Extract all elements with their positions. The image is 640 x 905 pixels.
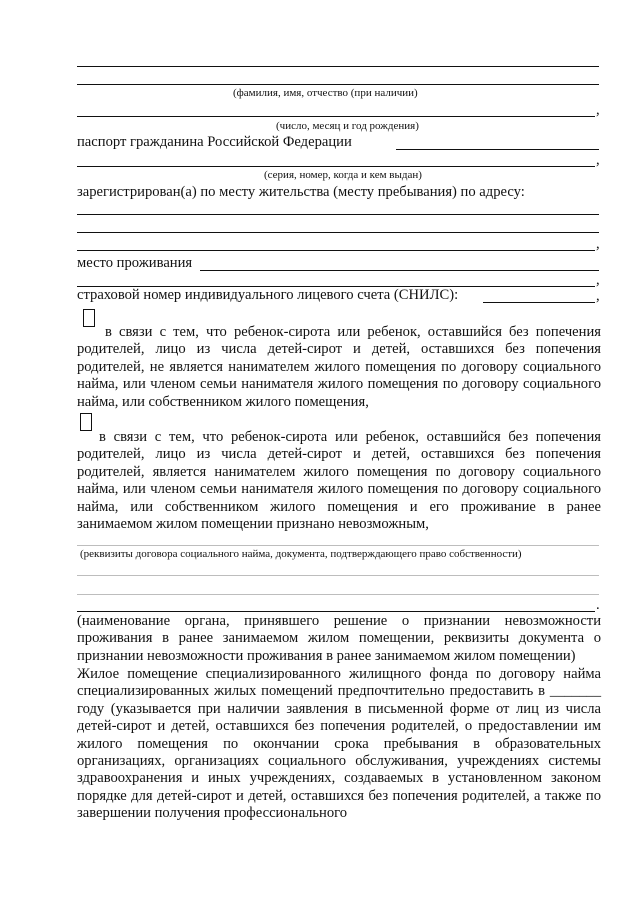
authority-caption: (наименование органа, принявшего решение о признании невозможности проживания в ранее занимаемом жилом помещении, реквизиты документа о признании невозможности проживания в ранее занимаемом жилом помещении) xyxy=(77,613,601,664)
comma: , xyxy=(596,152,600,168)
registration-label: зарегистрирован(а) по месту жительства (месту пребывания) по адресу: xyxy=(77,184,525,200)
passport-line-1[interactable] xyxy=(396,149,599,150)
requisites-line-3[interactable] xyxy=(77,594,599,595)
comma: , xyxy=(596,236,600,252)
caption-birth-date: (число, месяц и год рождения) xyxy=(276,120,419,132)
snils-label: страховой номер индивидуального лицевого счета (СНИЛС): xyxy=(77,287,459,303)
requisites-line-1[interactable] xyxy=(77,545,599,546)
registration-line-2[interactable] xyxy=(77,232,599,233)
period: . xyxy=(596,597,600,613)
passport-line-2[interactable] xyxy=(77,166,595,167)
comma: , xyxy=(596,288,600,304)
residence-label: место проживания xyxy=(77,255,193,271)
comma: , xyxy=(596,102,600,118)
housing-preference-text: Жилое помещение специализированного жилищного фонда по договору найма специализированных жилых помещений предпочтительно предоставить в _______ году (указывается при наличии заявления в письменной форме от лиц из числа детей-сирот и детей, оставшихся без попечения родителей, о предоставлении им жилого помещения по окончании срока пребывания в образовательных организациях, организациях социального обслуживания, учреждениях системы здравоохранения и иных учреждениях, создаваемых в установленном законом порядке для детей-сирот и детей, оставшихся без попечения родителей, а также по завершении получения профессионального xyxy=(77,666,601,822)
authority-line[interactable] xyxy=(77,611,595,612)
comma: , xyxy=(596,272,600,288)
registration-line-1[interactable] xyxy=(77,214,599,215)
snils-line[interactable] xyxy=(483,302,595,303)
residence-line-1[interactable] xyxy=(200,270,599,271)
caption-requisites: (реквизиты договора социального найма, документа, подтверждающего право собственности) xyxy=(80,548,522,560)
requisites-line-2[interactable] xyxy=(77,575,599,576)
option2-text: в связи с тем, что ребенок-сирота или ребенок, оставшийся без попечения родителей, лицо из числа детей-сирот и детей, оставшихся без попечения родителей, является нанимателем жилого помещения по договору социального найма, или членом семьи нанимателя жилого помещения по договору социального найма, или собственником жилого помещения и его проживание в ранее занимаемом жилом помещении признано невозможным, xyxy=(77,429,601,533)
passport-label: паспорт гражданина Российской Федерации xyxy=(77,134,352,150)
fio-line-1[interactable] xyxy=(77,66,599,67)
caption-fio: (фамилия, имя, отчество (при наличии) xyxy=(233,87,418,99)
birth-date-line[interactable] xyxy=(77,116,595,117)
fio-line-2[interactable] xyxy=(77,84,599,85)
registration-line-3[interactable] xyxy=(77,250,595,251)
option1-text: в связи с тем, что ребенок-сирота или ребенок, оставшийся без попечения родителей, лицо из числа детей-сирот и детей, оставшихся без попечения родителей, не является нанимателем жилого помещения по договору социального найма, или членом семьи нанимателя жилого помещения по договору социального найма, или собственником жилого помещения, xyxy=(77,324,601,410)
caption-passport: (серия, номер, когда и кем выдан) xyxy=(264,169,422,181)
